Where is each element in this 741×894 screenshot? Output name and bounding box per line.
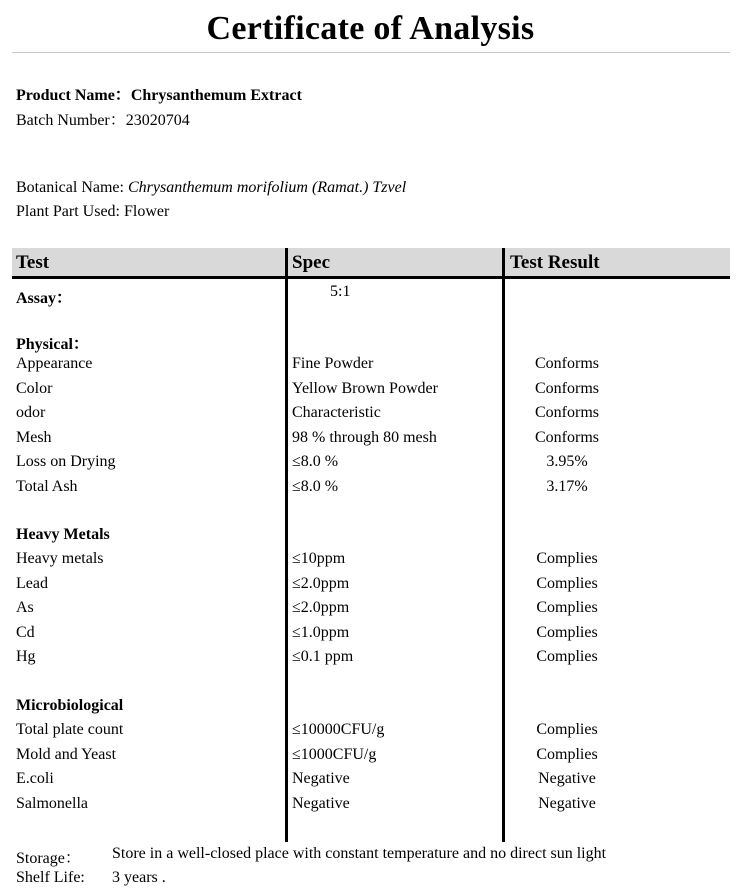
row-spec: ≤2.0ppm [292,599,350,617]
document-title: Certificate of Analysis [206,10,535,47]
row-result: Complies [536,648,598,666]
row-result: Complies [536,599,598,617]
title-divider [12,52,730,53]
row-result: 3.95% [546,453,588,471]
row-spec: Fine Powder [292,355,374,372]
shelf-life-value: 3 years . [112,869,166,886]
section-title: Microbiological [16,697,124,714]
plant-part-label: Plant Part Used: [16,203,124,220]
batch-number-label: Batch Number： [16,112,126,129]
assay-label: Assay： [16,290,73,307]
product-name-value: Chrysanthemum Extract [130,87,302,104]
product-name-label: Product Name： [16,87,131,104]
row-test: Mold and Yeast [16,745,117,763]
row-spec: Characteristic [292,404,381,422]
row-spec: 98 % through 80 mesh [292,428,437,446]
header-test: Test [16,252,50,273]
row-result: Conforms [535,355,599,372]
row-result: Negative [538,794,596,812]
row-spec: ≤8.0 % [292,478,339,495]
table-header-band [12,248,730,276]
row-spec: ≤10000CFU/g [292,721,385,738]
row-test: Heavy metals [16,550,104,567]
row-test: Salmonella [16,794,88,812]
row-result: 3.17% [546,478,588,495]
botanical-name-line [16,179,406,197]
section-title: Physical： [16,336,89,353]
row-result: Conforms [535,404,599,422]
row-test: odor [16,404,46,422]
row-result: Negative [538,770,596,788]
row-test: Total Ash [16,478,78,495]
row-test: Cd [16,623,35,641]
row-test: Lead [16,574,48,592]
header-spec: Spec [292,252,330,273]
row-spec: ≤0.1 ppm [292,648,354,666]
row-test: Appearance [16,355,93,372]
header-test-result: Test Result [510,252,600,273]
row-result: Complies [536,574,598,592]
row-result: Conforms [535,428,599,446]
row-spec: ≤1000CFU/g [292,745,377,763]
row-spec: ≤2.0ppm [292,574,350,592]
row-test: As [16,599,34,617]
row-result: Complies [536,550,598,567]
row-spec: Negative [292,794,350,812]
row-result: Conforms [535,379,599,397]
row-spec: ≤1.0ppm [292,623,350,641]
batch-number-value: 23020704 [125,112,190,129]
column-divider-left [285,248,288,842]
shelf-life-label: Shelf Life: [16,869,85,886]
row-spec: Yellow Brown Powder [292,379,438,397]
row-test: Mesh [16,428,52,446]
row-spec: Negative [292,770,350,788]
batch-number-line [16,107,190,130]
product-name-line [16,82,302,105]
botanical-name-value: Chrysanthemum morifolium (Ramat.) Tzvel [127,179,407,196]
row-test: Total plate count [16,721,124,738]
plant-part-value: Flower [124,203,170,220]
section-title: Heavy Metals [16,526,110,543]
botanical-name-label: Botanical Name: [16,179,128,196]
row-result: Complies [536,721,598,738]
row-test: Loss on Drying [16,453,116,471]
table-header-rule [12,276,730,279]
storage-label: Storage： [16,850,81,867]
row-result: Complies [536,745,598,763]
row-test: Color [16,379,53,397]
row-result: Complies [536,623,598,641]
row-test: Hg [16,648,36,666]
row-spec: ≤10ppm [292,550,346,567]
plant-part-line [16,203,169,221]
assay-spec: 5:1 [330,283,351,300]
row-spec: ≤8.0 % [292,453,339,471]
row-test: E.coli [16,770,54,788]
storage-value: Store in a well-closed place with constant temperature and no direct sun light [112,845,607,862]
